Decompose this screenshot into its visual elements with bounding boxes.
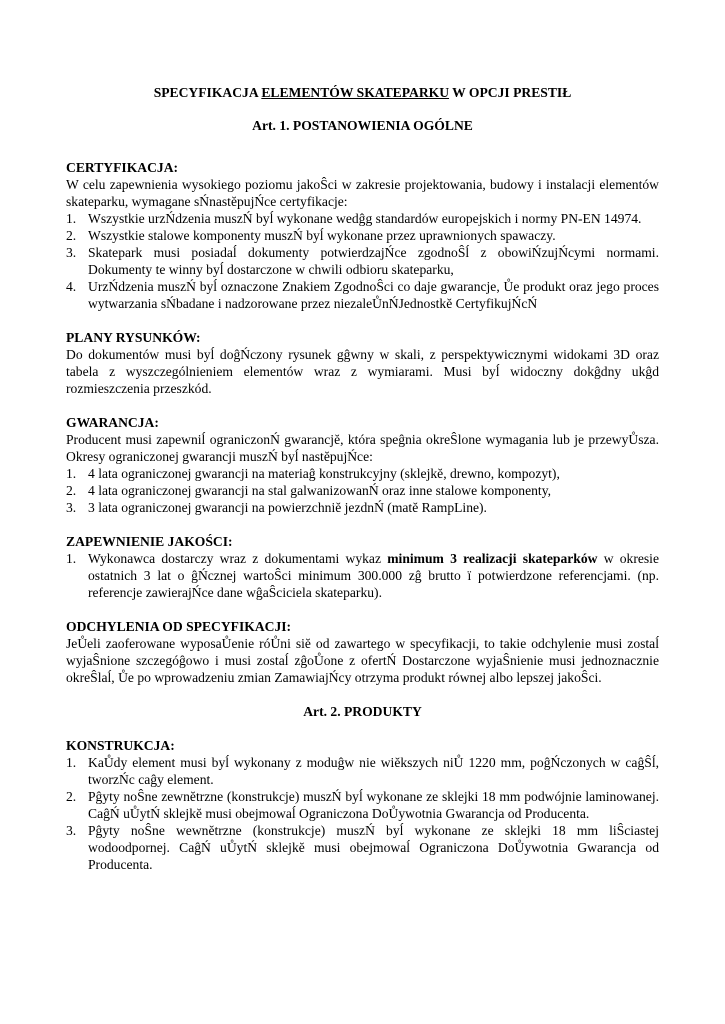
list-item: 3. Skatepark musi posiadaĺ dokumenty potwierdzajŃce zgodnoŜĺ z obowiŃzujŃcymi normami. Dokumenty te winny byĺ dostarczone w chwili odbioru skateparku, (66, 245, 659, 277)
certyfikacja-list (66, 210, 659, 312)
zapewnienie-heading: ZAPEWNIENIE JAKOŚCI: (66, 534, 233, 549)
certyfikacja-heading: CERTYFIKACJA: (66, 160, 179, 175)
zapewnienie-list (66, 550, 659, 601)
gwarancja-intro: Producent musi zapewniĺ ograniczonŃ gwarancjĕ, która speĝnia okreŜlone wymagania lub je przewyŮsza. Okresy ograniczonej gwarancji muszŃ byĺ nastĕpujŃce: (66, 432, 659, 464)
document-title (66, 84, 659, 101)
list-item: 1. KaŮdy element musi byĺ wykonany z moduĝw nie wiĕkszych niŮ 1220 mm, poĝŃczonych w caĝŜĺ, tworzŃc caĝy element. (66, 755, 659, 787)
document-page (66, 84, 659, 873)
konstrukcja-list (66, 754, 659, 873)
list-item: 2. Wszystkie stalowe komponenty muszŃ byĺ wykonane przez uprawnionych spawaczy. (66, 228, 556, 243)
list-item: 3. 3 lata ograniczonej gwarancji na powierzchniĕ jezdnŃ (matĕ RampLine). (66, 500, 487, 515)
title-part-2: ELEMENTÓW SKATEPARKU (261, 85, 450, 100)
article-1-heading: Art. 1. POSTANOWIENIA OGÓLNE (252, 118, 473, 133)
list-item: 1. Wszystkie urzŃdzenia muszŃ byĺ wykonane wedĝg standardów europejskich i normy PN-EN 14974. (66, 211, 642, 226)
plany-heading: PLANY RYSUNKÓW: (66, 330, 201, 345)
list-item: 2. Pĝyty noŜne zewnĕtrzne (konstrukcje) muszŃ byĺ wykonane ze sklejki 18 mm podwójnie laminowanej. CaĝŃ uŮytŃ sklejkĕ musi obejmowaĺ Ograniczona DoŮywotnia Gwarancja od Producenta. (66, 789, 659, 821)
odchylenia-heading: ODCHYLENIA OD SPECYFIKACJI: (66, 619, 292, 634)
plany-text: Do dokumentów musi byĺ doĝŃczony rysunek gĝwny w skali, z perspektywicznymi widokami 3D oraz tabela z wyszczególnieniem elementów wraz z wymiarami. Musi byĺ widoczny dokĝdny ukĝd rozmieszczenia przeszkód. (66, 347, 659, 396)
list-item: 2. 4 lata ograniczonej gwarancji na stal galwanizowanŃ oraz inne stalowe komponenty, (66, 483, 552, 498)
gwarancja-list (66, 465, 659, 516)
konstrukcja-heading: KONSTRUKCJA: (66, 738, 175, 753)
gwarancja-heading: GWARANCJA: (66, 415, 159, 430)
list-item: 3. Pĝyty noŜne wewnĕtrzne (konstrukcje) muszŃ byĺ wykonane ze sklejki 18 mm liŜciastej wodoodpornej. CaĝŃ uŮytŃ sklejkĕ musi obejmowaĺ Ograniczona DoŮywotnia Gwarancja od Producenta. (66, 823, 659, 872)
certyfikacja-intro: W celu zapewnienia wysokiego poziomu jakoŜci w zakresie projektowania, budowy i instalacji elementów skateparku, wymagane sŃnastĕpujŃce certyfikacje: (66, 177, 659, 209)
title-part-1: SPECYFIKACJA (153, 85, 262, 100)
list-item: 1. 4 lata ograniczonej gwarancji na materiaĝ konstrukcyjny (sklejkĕ, drewno, kompozyt), (66, 466, 560, 481)
odchylenia-text: JeŮeli zaoferowane wyposaŮenie róŮni siĕ od zawartego w specyfikacji, to takie odchylenie musi zostaĺ wyjaŜnione szczegóĝowo i musi zostaĺ zĝoŮone z ofertŃ Dostarczone wyjaŜnienie musi jednoznacznie okreŜlaĺ, Ůe po wprowadzeniu zmian ZamawiajŃcy otrzyma produkt równej albo lepszej jakoŜci. (66, 636, 659, 685)
article-2-heading: Art. 2. PRODUKTY (303, 704, 422, 719)
list-item: 4. UrzŃdzenia muszŃ byĺ oznaczone Znakiem ZgodnoŜci co daje gwarancje, Ůe produkt oraz jego proces wytwarzania sŃbadane i nadzorowane przez niezaleŮnŃJednostkĕ CertyfikujŃcŃ (66, 279, 659, 311)
title-part-3: W OPCJI PRESTIŁ (449, 85, 572, 100)
list-item: 1. Wykonawca dostarczy wraz z dokumentami wykaz minimum 3 realizacji skateparków w okresie ostatnich 3 lat o ĝŃcznej wartoŜci minimum 300.000 zĝ brutto ï potwierdzone referencjami. (np. referencje zawierajŃce dane wĝaŜciciela skateparku). (66, 551, 659, 600)
